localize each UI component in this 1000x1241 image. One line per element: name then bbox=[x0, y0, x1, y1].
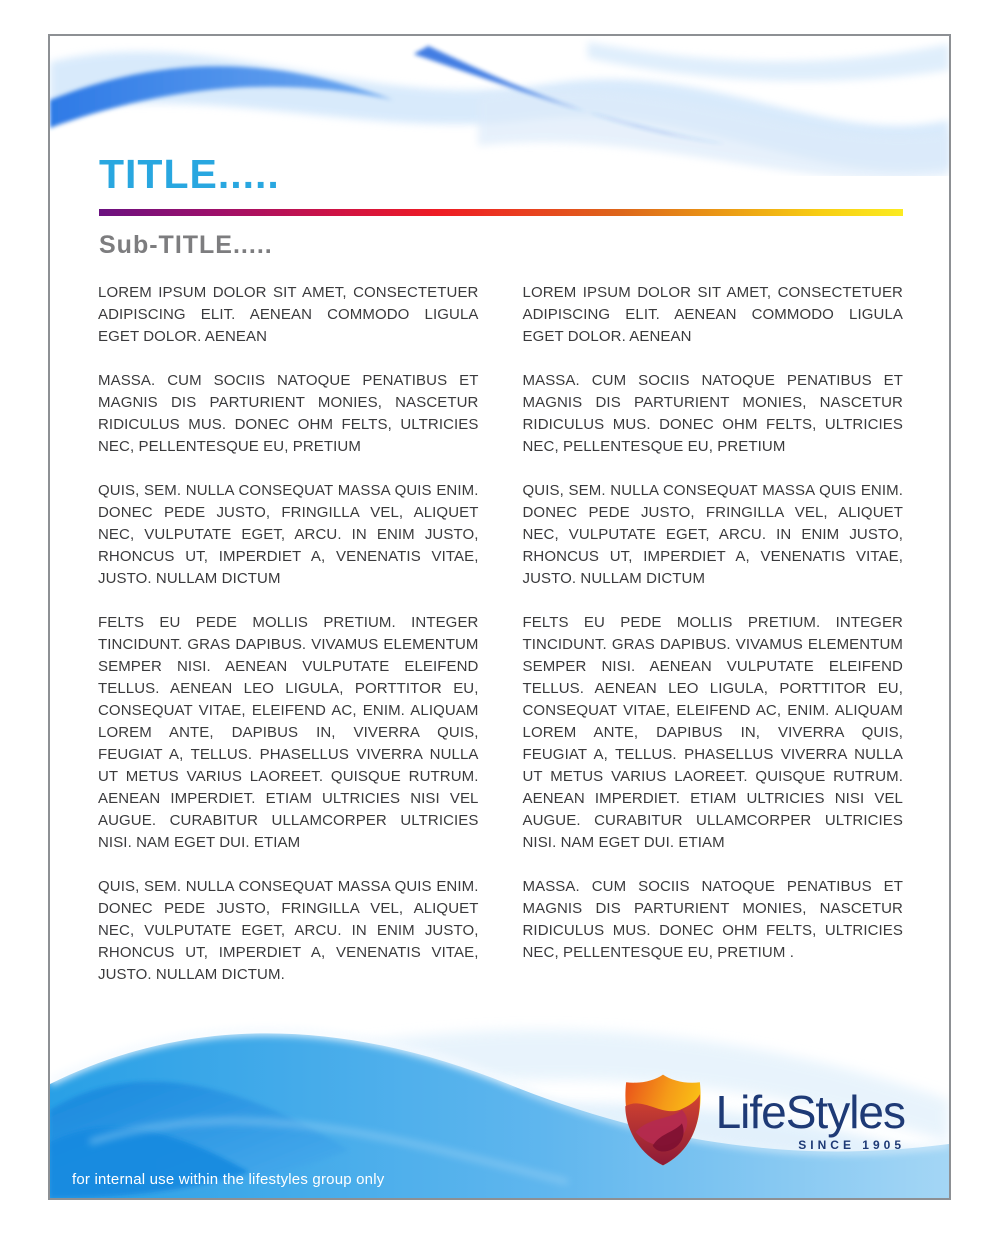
page-title: TITLE..... bbox=[99, 151, 280, 197]
paragraph: LOREM IPSUM DOLOR SIT AMET, CONSECTETUER ADIPISCING ELIT. AENEAN COMMODO LIGULA EGET DOLOR. AENEAN bbox=[98, 284, 479, 345]
title-gradient-rule bbox=[99, 209, 903, 216]
paragraph: MASSA. CUM SOCIIS NATOQUE PENATIBUS ET MAGNIS DIS PARTURIENT MONIES, NASCETUR RIDICULUS MUS. DONEC OHM FELTS, ULTRICIES NEC, PELLENTESQUE EU, PRETIUM . bbox=[522, 878, 903, 961]
paragraph: FELTS EU PEDE MOLLIS PRETIUM. INTEGER TINCIDUNT. GRAS DAPIBUS. VIVAMUS ELEMENTUM SEMPER NISI. AENEAN VULPUTATE ELEIFEND TELLUS. AENEAN LEO LIGULA, PORTTITOR EU, CONSEQUAT VITAE, ELEIFEND AC, ENIM. ALIQUAM LOREM ANTE, DAPIBUS IN, VIVERRA QUIS, FEUGIAT A, TELLUS. PHASELLUS VIVERRA NULLA UT METUS VARIUS LAOREET. QUISQUE RUTRUM. AENEAN IMPERDIET. ETIAM ULTRICIES NISI VEL AUGUE. CURABITUR ULLAMCORPER ULTRICIES NISI. NAM EGET DUI. ETIAM bbox=[522, 614, 903, 851]
paragraph: QUIS, SEM. NULLA CONSEQUAT MASSA QUIS ENIM. DONEC PEDE JUSTO, FRINGILLA VEL, ALIQUET NEC, VULPUTATE EGET, ARCU. IN ENIM JUSTO, RHONCUS UT, IMPERDIET A, VENENATIS VITAE, JUSTO. NULLAM DICTUM bbox=[522, 482, 903, 587]
paragraph: QUIS, SEM. NULLA CONSEQUAT MASSA QUIS ENIM. DONEC PEDE JUSTO, FRINGILLA VEL, ALIQUET NEC, VULPUTATE EGET, ARCU. IN ENIM JUSTO, RHONCUS UT, IMPERDIET A, VENENATIS VITAE, JUSTO. NULLAM DICTUM bbox=[98, 482, 479, 587]
brand-name: LifeStyles bbox=[715, 1085, 905, 1138]
document-page bbox=[48, 34, 951, 1200]
footer-note: for internal use within the lifestyles group only bbox=[72, 1171, 385, 1188]
paragraph: LOREM IPSUM DOLOR SIT AMET, CONSECTETUER ADIPISCING ELIT. AENEAN COMMODO LIGULA EGET DOLOR. AENEAN bbox=[522, 284, 903, 345]
paragraph: MASSA. CUM SOCIIS NATOQUE PENATIBUS ET MAGNIS DIS PARTURIENT MONIES, NASCETUR RIDICULUS MUS. DONEC OHM FELTS, ULTRICIES NEC, PELLENTESQUE EU, PRETIUM bbox=[522, 372, 903, 455]
paragraph: MASSA. CUM SOCIIS NATOQUE PENATIBUS ET MAGNIS DIS PARTURIENT MONIES, NASCETUR RIDICULUS MUS. DONEC OHM FELTS, ULTRICIES NEC, PELLENTESQUE EU, PRETIUM bbox=[98, 372, 479, 455]
column-left bbox=[98, 282, 479, 1008]
column-right bbox=[523, 282, 904, 1008]
shield-icon bbox=[620, 1072, 706, 1168]
brand-logo bbox=[620, 1072, 905, 1168]
paragraph: QUIS, SEM. NULLA CONSEQUAT MASSA QUIS ENIM. DONEC PEDE JUSTO, FRINGILLA VEL, ALIQUET NEC, VULPUTATE EGET, ARCU. IN ENIM JUSTO, RHONCUS UT, IMPERDIET A, VENENATIS VITAE, JUSTO. NULLAM DICTUM. bbox=[98, 878, 479, 983]
body-columns bbox=[98, 282, 903, 1008]
paragraph: FELTS EU PEDE MOLLIS PRETIUM. INTEGER TINCIDUNT. GRAS DAPIBUS. VIVAMUS ELEMENTUM SEMPER NISI. AENEAN VULPUTATE ELEIFEND TELLUS. AENEAN LEO LIGULA, PORTTITOR EU, CONSEQUAT VITAE, ELEIFEND AC, ENIM. ALIQUAM LOREM ANTE, DAPIBUS IN, VIVERRA QUIS, FEUGIAT A, TELLUS. PHASELLUS VIVERRA NULLA UT METUS VARIUS LAOREET. QUISQUE RUTRUM. AENEAN IMPERDIET. ETIAM ULTRICIES NISI VEL AUGUE. CURABITUR ULLAMCORPER ULTRICIES NISI. NAM EGET DUI. ETIAM bbox=[98, 614, 479, 851]
brand-logo-text bbox=[715, 1085, 905, 1152]
page-subtitle: Sub-TITLE..... bbox=[99, 231, 273, 259]
brand-tagline: SINCE 1905 bbox=[798, 1137, 905, 1152]
